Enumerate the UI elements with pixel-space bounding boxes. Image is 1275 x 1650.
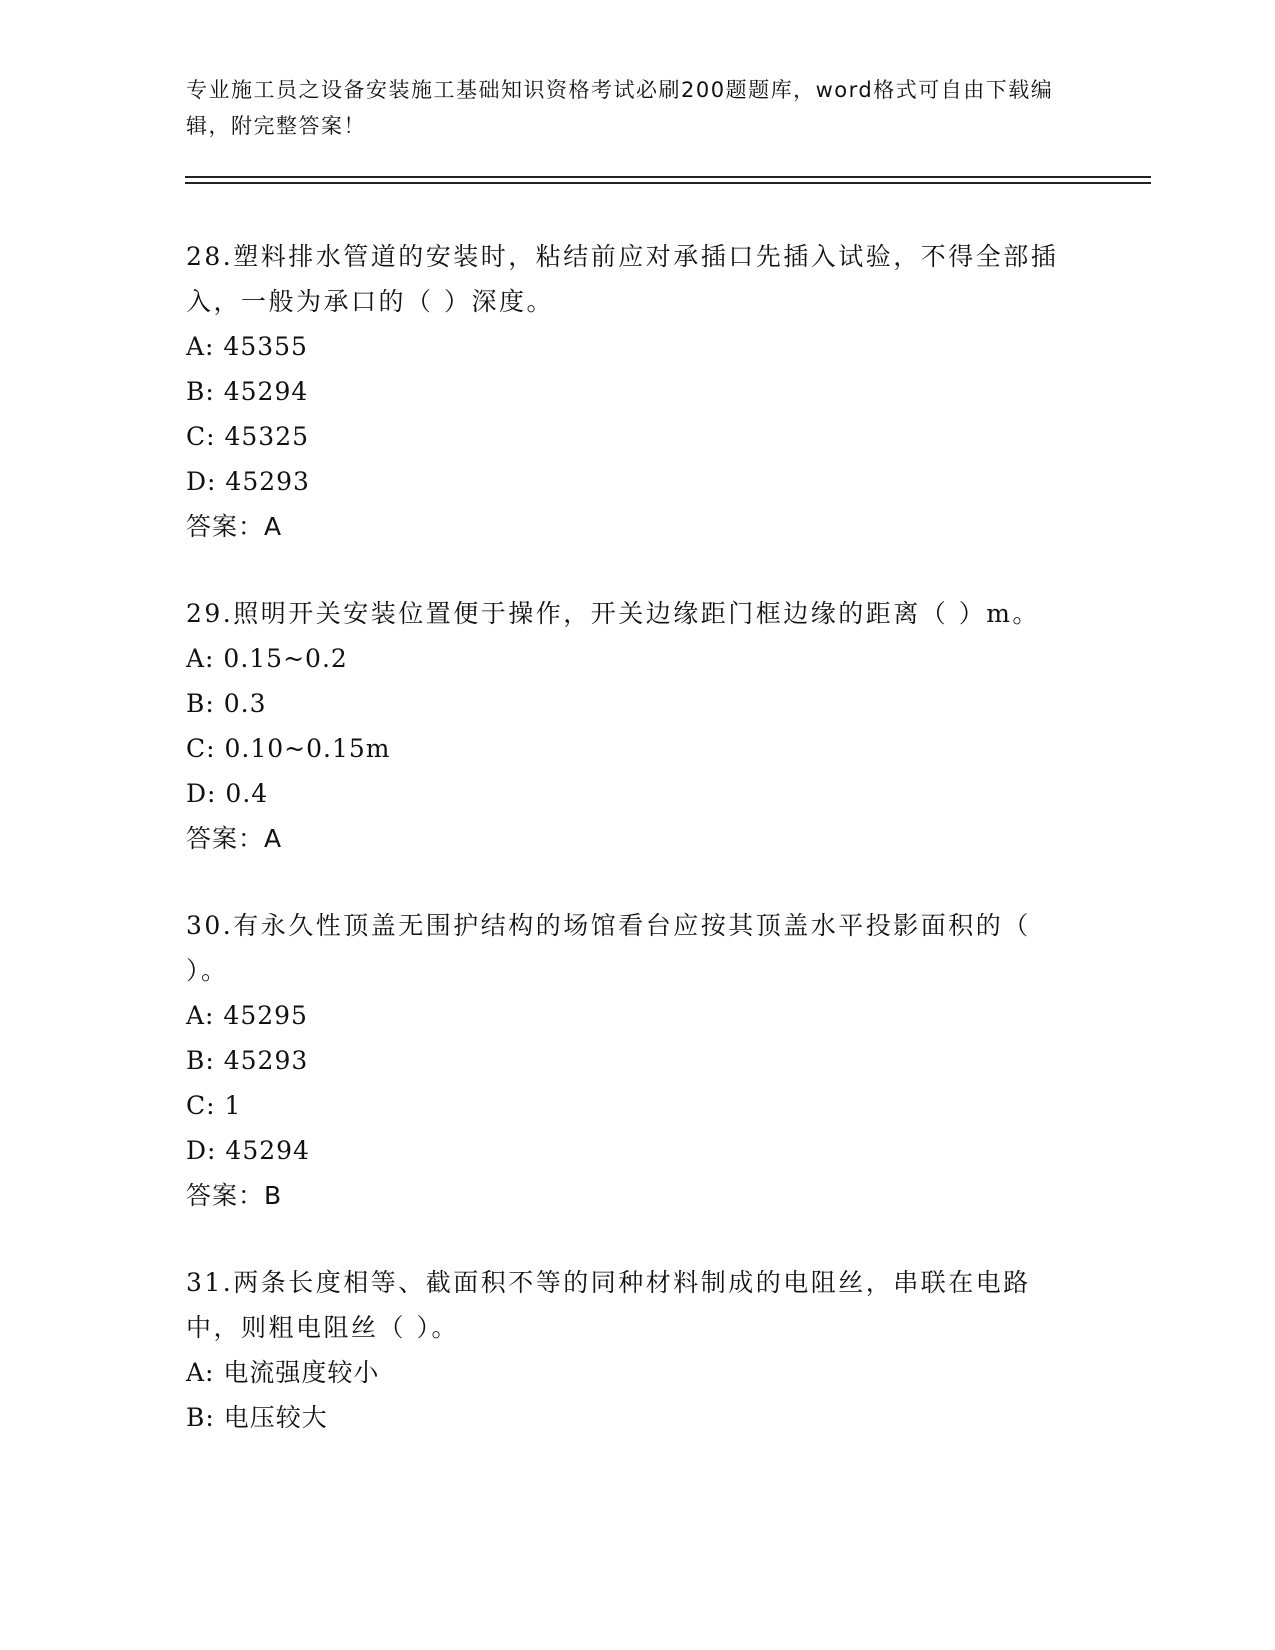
option-a: A: 电流强度较小 [186,1358,380,1387]
question-list [186,234,1086,1482]
question-stem: 31.两条长度相等、截面积不等的同种材料制成的电阻丝，串联在电路中，则粗电阻丝（ ）。 [186,1268,1031,1342]
option-c: C: 1 [186,1091,242,1120]
question-30 [186,903,1086,1218]
question-stem: 30.有永久性顶盖无围护结构的场馆看台应按其顶盖水平投影面积的（ ）。 [186,911,1031,985]
question-31 [186,1260,1086,1440]
question-stem: 28.塑料排水管道的安装时，粘结前应对承插口先插入试验，不得全部插入，一般为承口的（ ）深度。 [186,242,1059,316]
option-a: A: 45295 [186,1001,308,1030]
answer-line: 答案：A [186,512,283,541]
option-c: C: 0.10~0.15m [186,734,391,763]
option-d: D: 45293 [186,467,310,496]
option-b: B: 45294 [186,377,309,406]
option-d: D: 45294 [186,1136,310,1165]
option-a: A: 0.15~0.2 [186,644,348,673]
answer-line: 答案：A [186,824,283,853]
question-29 [186,591,1086,861]
option-c: C: 45325 [186,422,310,451]
question-stem: 29.照明开关安装位置便于操作，开关边缘距门框边缘的距离（ ）m。 [186,599,1040,628]
answer-line: 答案：B [186,1181,283,1210]
header-divider-bottom [185,182,1151,184]
option-b: B: 45293 [186,1046,309,1075]
document-header: 专业施工员之设备安装施工基础知识资格考试必刷200题题库，word格式可自由下载编辑，附完整答案！ [186,78,1054,138]
option-d: D: 0.4 [186,779,269,808]
question-28 [186,234,1086,549]
option-b: B: 电压较大 [186,1403,328,1432]
header-divider-top [185,176,1151,178]
option-a: A: 45355 [186,332,308,361]
option-b: B: 0.3 [186,689,267,718]
